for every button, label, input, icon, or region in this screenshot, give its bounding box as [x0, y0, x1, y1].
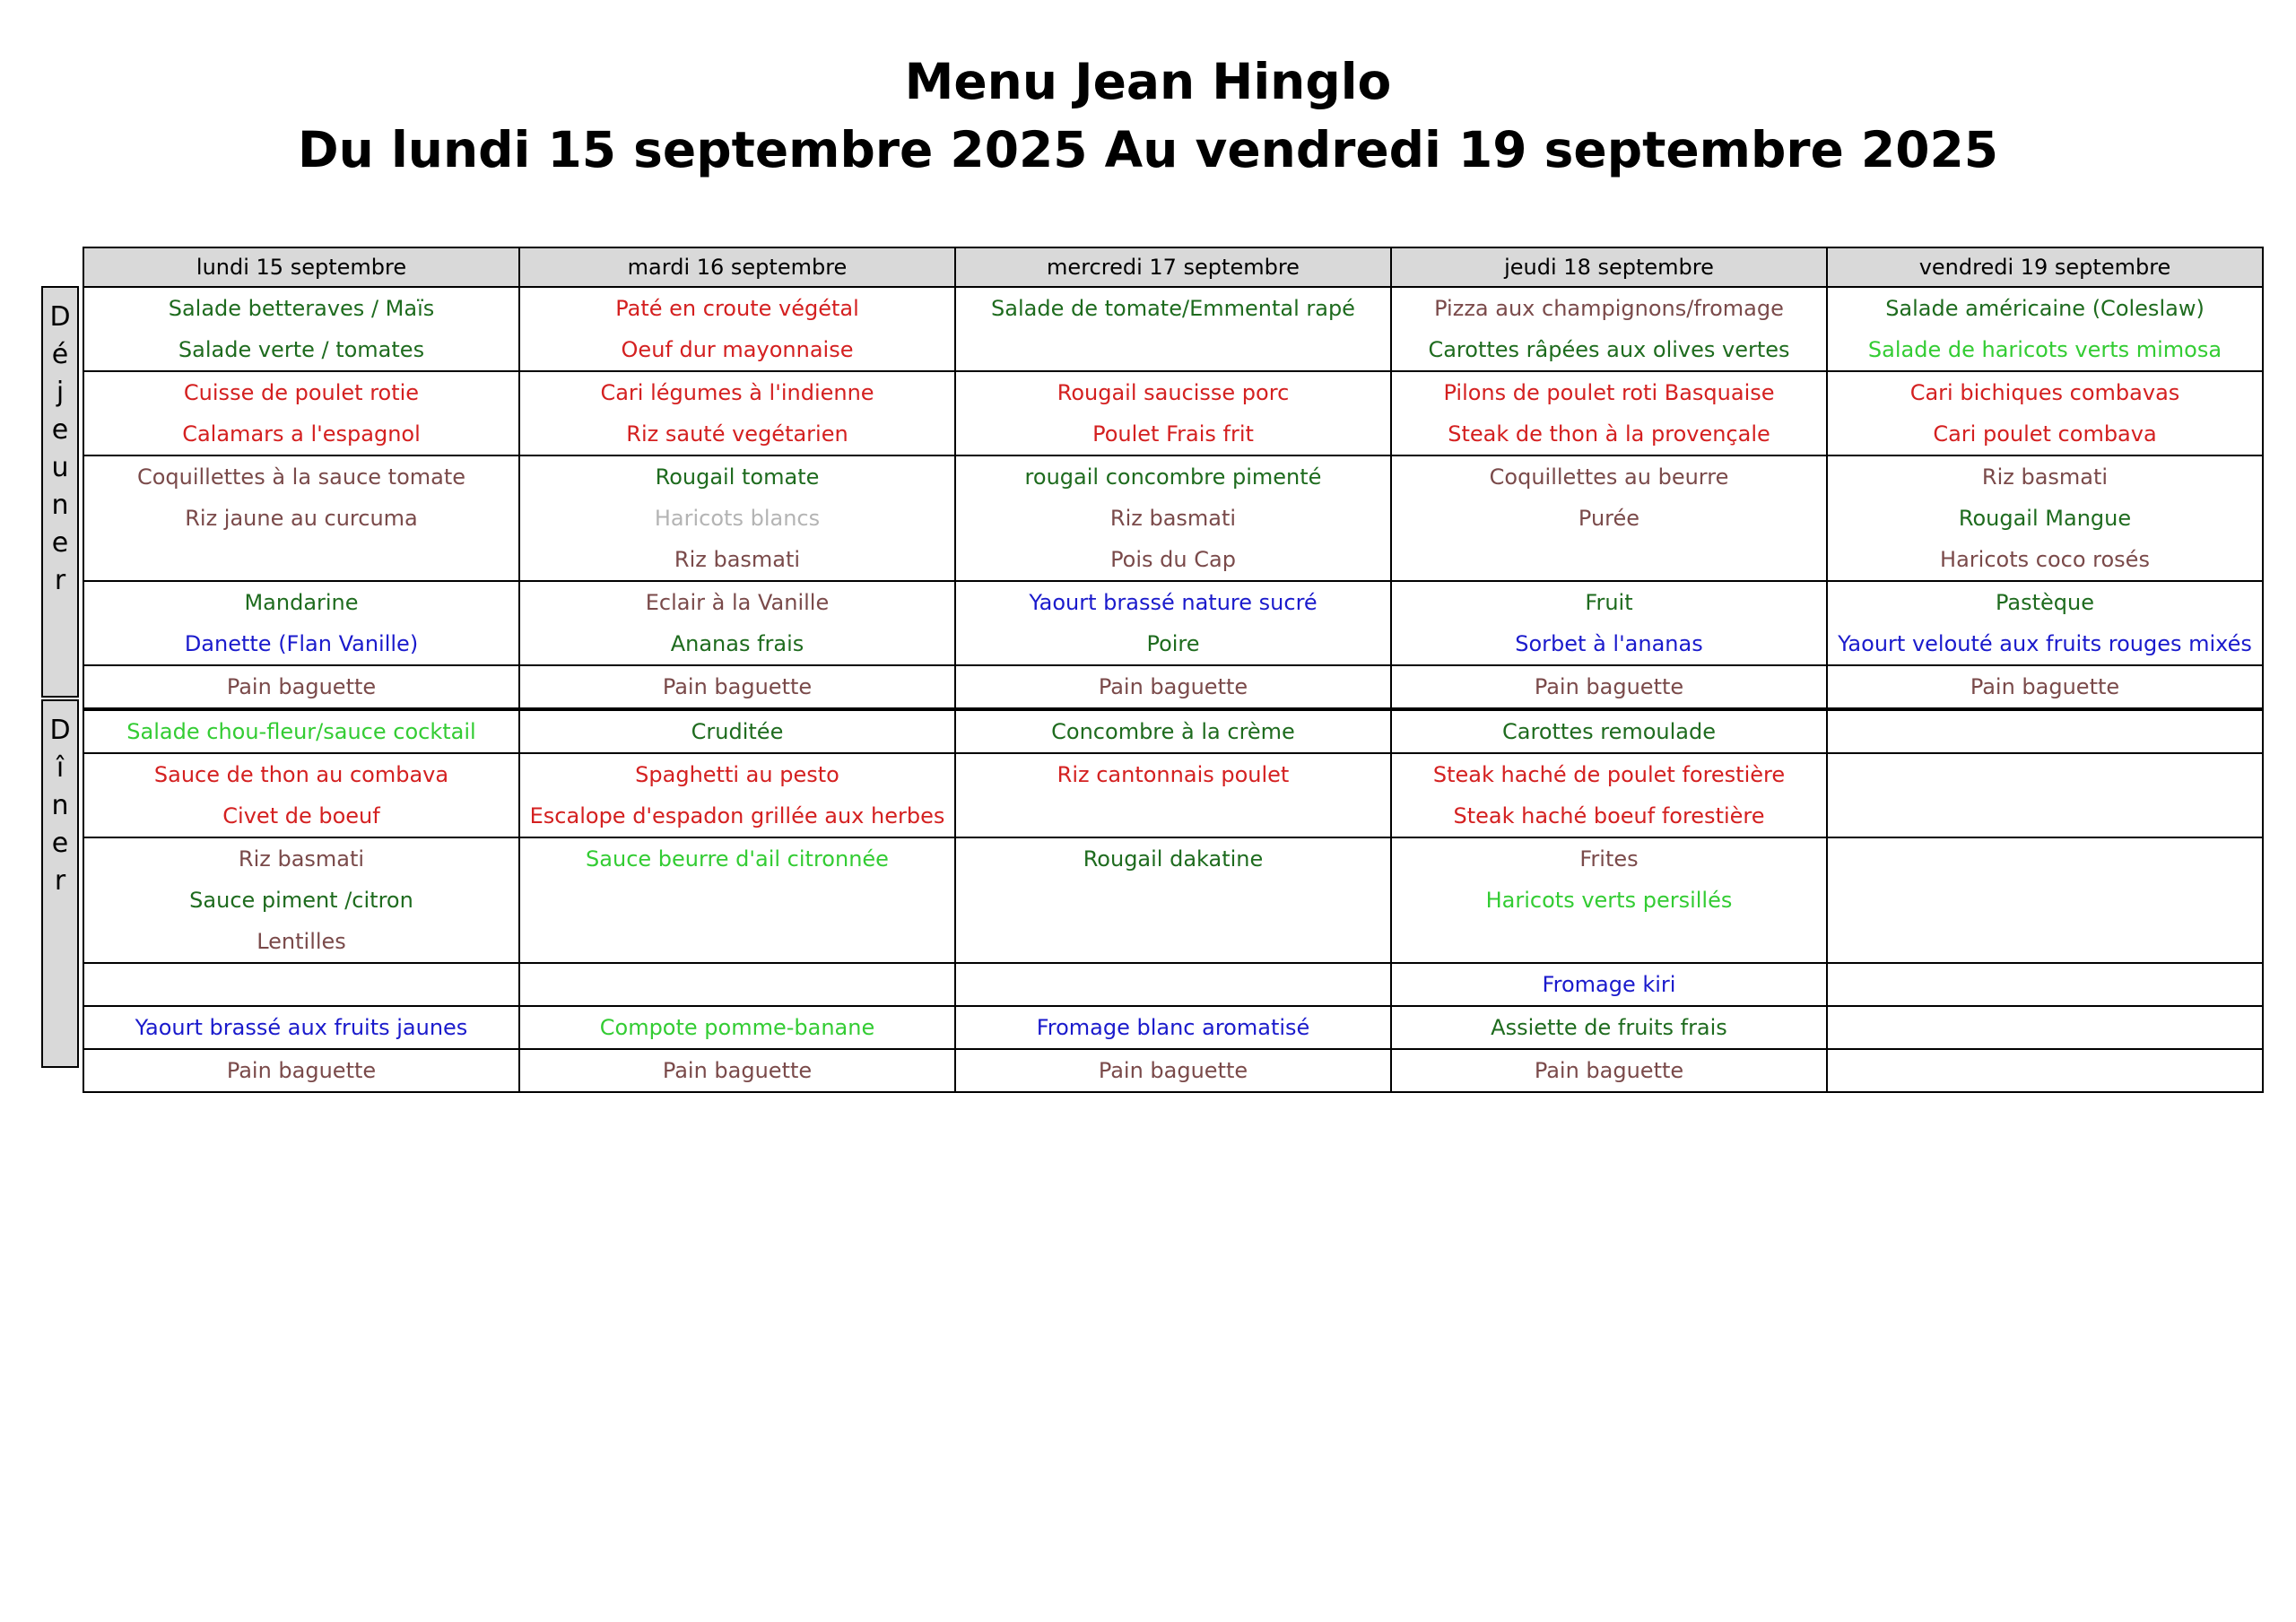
dish-item: Steak haché de poulet forestière — [1432, 762, 1786, 787]
dish-item: Steak de thon à la provençale — [1448, 421, 1770, 447]
dish-item: Yaourt brassé nature sucré — [1029, 590, 1318, 615]
dish-item: Salade chou-fleur/sauce cocktail — [126, 719, 476, 744]
diner-course-row — [83, 753, 2263, 837]
dish-item: Rougail Mangue — [1958, 506, 2132, 531]
menu-cell-monday — [83, 709, 519, 753]
dish-item: Civet de boeuf — [222, 803, 380, 828]
dish-item: Salade betteraves / Maïs — [168, 296, 435, 321]
dish-item: Lentilles — [257, 929, 346, 954]
meal-label-letter: D — [49, 715, 71, 746]
menu-cell-tuesday — [519, 665, 955, 709]
diner-course-row — [83, 1049, 2263, 1092]
dish-item: Sauce piment /citron — [189, 888, 413, 913]
menu-cell-tuesday — [519, 371, 955, 455]
dish-item: Sorbet à l'ananas — [1515, 631, 1703, 656]
meal-label-letter: n — [51, 790, 69, 821]
dejeuner-course-row — [83, 581, 2263, 665]
dish-item: Salade de haricots verts mimosa — [1867, 337, 2222, 362]
menu-cell-wednesday — [955, 837, 1391, 963]
menu-cell-tuesday — [519, 709, 955, 753]
menu-cell-monday — [83, 963, 519, 1006]
meal-label-letter: e — [51, 828, 69, 859]
dish-item — [1828, 1050, 2262, 1091]
menu-cell-wednesday — [955, 1049, 1391, 1092]
menu-cell-friday — [1827, 709, 2263, 753]
menu-date-range: Du lundi 15 septembre 2025 Au vendredi 19 septembre 2025 — [297, 121, 1999, 178]
menu-cell-monday — [83, 665, 519, 709]
menu-cell-wednesday — [955, 581, 1391, 665]
dish-item: Frites — [1579, 846, 1639, 872]
dish-item: Riz sauté vegétarien — [626, 421, 848, 447]
meal-label-letter: r — [54, 865, 66, 897]
dish-item: Purée — [1578, 506, 1640, 531]
menu-cell-thursday — [1391, 581, 1827, 665]
dish-item: Mandarine — [244, 590, 359, 615]
dejeuner-course-row — [83, 665, 2263, 709]
menu-cell-tuesday — [519, 455, 955, 581]
meal-label-letter: é — [51, 339, 69, 370]
menu-cell-monday — [83, 753, 519, 837]
dish-item: Haricots coco rosés — [1940, 547, 2150, 572]
menu-cell-friday — [1827, 837, 2263, 963]
menu-cell-friday — [1827, 455, 2263, 581]
menu-title: Menu Jean Hinglo — [904, 53, 1392, 110]
dish-item: Steak haché boeuf forestière — [1453, 803, 1765, 828]
dejeuner-course-row — [83, 287, 2263, 371]
dish-item: rougail concombre pimenté — [1024, 464, 1322, 490]
dish-item: Coquillettes au beurre — [1489, 464, 1729, 490]
menu-cell-friday — [1827, 665, 2263, 709]
dish-item — [1392, 921, 1826, 962]
dish-item: Poire — [1146, 631, 1200, 656]
meal-label-dejeuner — [41, 286, 79, 698]
menu-cell-thursday — [1391, 837, 1827, 963]
menu-cell-tuesday — [519, 581, 955, 665]
dish-item: Assiette de fruits frais — [1491, 1015, 1727, 1040]
menu-cell-wednesday — [955, 665, 1391, 709]
menu-cell-friday — [1827, 963, 2263, 1006]
dish-item — [520, 880, 954, 921]
dish-item — [1828, 921, 2262, 962]
menu-cell-wednesday — [955, 1006, 1391, 1049]
dish-item: Coquillettes à la sauce tomate — [136, 464, 466, 490]
dish-item: Haricots verts persillés — [1485, 888, 1733, 913]
dish-item — [520, 921, 954, 962]
dejeuner-course-row — [83, 371, 2263, 455]
dish-item: Rougail saucisse porc — [1057, 380, 1290, 405]
dish-item — [84, 539, 518, 580]
dish-item: Riz basmati — [1109, 506, 1237, 531]
dish-item: Riz basmati — [1981, 464, 2109, 490]
menu-cell-tuesday — [519, 837, 955, 963]
menu-cell-friday — [1827, 1006, 2263, 1049]
menu-table — [83, 247, 2264, 1093]
dish-item: Cari légumes à l'indienne — [600, 380, 874, 405]
dish-item: Spaghetti au pesto — [635, 762, 839, 787]
dish-item: Pain baguette — [1534, 674, 1684, 699]
meal-label-letter: n — [51, 490, 69, 521]
dish-item — [1828, 880, 2262, 921]
dish-item: Salade américaine (Coleslaw) — [1885, 296, 2205, 321]
menu-cell-friday — [1827, 753, 2263, 837]
diner-course-row — [83, 1006, 2263, 1049]
menu-cell-monday — [83, 1006, 519, 1049]
menu-cell-thursday — [1391, 963, 1827, 1006]
dish-item: Pain baguette — [662, 1058, 813, 1083]
dish-item: Cari poulet combava — [1933, 421, 2157, 447]
dish-item — [956, 795, 1390, 837]
day-header-wednesday: mercredi 17 septembre — [955, 247, 1391, 287]
dish-item: Pain baguette — [1970, 674, 2120, 699]
meal-label-letter: e — [51, 414, 69, 446]
dish-item — [1828, 711, 2262, 752]
menu-cell-tuesday — [519, 753, 955, 837]
dejeuner-course-row — [83, 455, 2263, 581]
dish-item: Rougail dakatine — [1083, 846, 1264, 872]
day-header-row — [83, 247, 2263, 287]
day-header-monday: lundi 15 septembre — [83, 247, 519, 287]
menu-cell-thursday — [1391, 287, 1827, 371]
menu-cell-friday — [1827, 287, 2263, 371]
dish-item: Concombre à la crème — [1051, 719, 1295, 744]
dish-item: Riz basmati — [674, 547, 801, 572]
meal-label-diner — [41, 699, 79, 1068]
dish-item — [1828, 795, 2262, 837]
menu-cell-friday — [1827, 1049, 2263, 1092]
menu-cell-wednesday — [955, 963, 1391, 1006]
day-header-tuesday: mardi 16 septembre — [519, 247, 955, 287]
dish-item: Pain baguette — [662, 674, 813, 699]
menu-cell-thursday — [1391, 1049, 1827, 1092]
dish-item: Rougail tomate — [655, 464, 820, 490]
day-header-friday: vendredi 19 septembre — [1827, 247, 2263, 287]
diner-course-row — [83, 963, 2263, 1006]
meal-label-letter: î — [56, 752, 65, 784]
dish-item — [956, 880, 1390, 921]
dish-item — [1828, 964, 2262, 1005]
menu-cell-wednesday — [955, 753, 1391, 837]
dish-item: Calamars a l'espagnol — [182, 421, 421, 447]
dish-item: Riz cantonnais poulet — [1057, 762, 1290, 787]
dish-item: Cari bichiques combavas — [1909, 380, 2180, 405]
dish-item: Fromage kiri — [1542, 972, 1676, 997]
meal-label-letter: u — [51, 452, 69, 483]
meal-label-letter: r — [54, 565, 66, 596]
dish-item: Pilons de poulet roti Basquaise — [1443, 380, 1775, 405]
dish-item: Yaourt velouté aux fruits rouges mixés — [1838, 631, 2252, 656]
dish-item: Pain baguette — [1534, 1058, 1684, 1083]
dish-item: Pois du Cap — [1110, 547, 1236, 572]
dish-item: Cruditée — [691, 719, 784, 744]
menu-cell-thursday — [1391, 665, 1827, 709]
menu-cell-monday — [83, 455, 519, 581]
dish-item: Fromage blanc aromatisé — [1036, 1015, 1310, 1040]
menu-cell-wednesday — [955, 371, 1391, 455]
dish-item: Haricots blancs — [654, 506, 821, 531]
menu-cell-monday — [83, 287, 519, 371]
diner-course-row — [83, 837, 2263, 963]
dish-item: Pizza aux champignons/fromage — [1434, 296, 1784, 321]
dish-item: Oeuf dur mayonnaise — [621, 337, 854, 362]
dish-item: Sauce de thon au combava — [153, 762, 449, 787]
dish-item: Ananas frais — [670, 631, 804, 656]
dish-item: Danette (Flan Vanille) — [184, 631, 419, 656]
dish-item: Escalope d'espadon grillée aux herbes — [529, 803, 945, 828]
dish-item: Poulet Frais frit — [1092, 421, 1254, 447]
menu-cell-thursday — [1391, 753, 1827, 837]
menu-cell-monday — [83, 837, 519, 963]
menu-cell-tuesday — [519, 1049, 955, 1092]
diner-course-row — [83, 709, 2263, 753]
menu-cell-friday — [1827, 371, 2263, 455]
meal-label-letter: D — [49, 301, 71, 333]
dish-item — [956, 964, 1390, 1005]
menu-cell-tuesday — [519, 287, 955, 371]
dish-item: Salade verte / tomates — [178, 337, 425, 362]
dish-item — [956, 329, 1390, 370]
dish-item: Eclair à la Vanille — [645, 590, 830, 615]
dish-item: Pain baguette — [226, 1058, 377, 1083]
meal-label-letter: e — [51, 527, 69, 559]
menu-cell-monday — [83, 1049, 519, 1092]
dish-item: Compote pomme-banane — [599, 1015, 875, 1040]
menu-cell-friday — [1827, 581, 2263, 665]
dish-item: Sauce beurre d'ail citronnée — [586, 846, 889, 872]
menu-cell-wednesday — [955, 287, 1391, 371]
dish-item: Pain baguette — [1098, 674, 1248, 699]
menu-cell-tuesday — [519, 1006, 955, 1049]
menu-cell-thursday — [1391, 709, 1827, 753]
dish-item: Yaourt brassé aux fruits jaunes — [135, 1015, 468, 1040]
menu-cell-wednesday — [955, 709, 1391, 753]
menu-cell-thursday — [1391, 371, 1827, 455]
day-header-thursday: jeudi 18 septembre — [1391, 247, 1827, 287]
dish-item — [1392, 539, 1826, 580]
menu-cell-monday — [83, 371, 519, 455]
dish-item — [1828, 838, 2262, 880]
dish-item — [956, 921, 1390, 962]
menu-cell-wednesday — [955, 455, 1391, 581]
menu-cell-thursday — [1391, 1006, 1827, 1049]
dish-item: Pain baguette — [1098, 1058, 1248, 1083]
dish-item: Riz basmati — [238, 846, 365, 872]
dish-item: Cuisse de poulet rotie — [183, 380, 420, 405]
dish-item — [1828, 754, 2262, 795]
dish-item: Fruit — [1585, 590, 1633, 615]
menu-cell-monday — [83, 581, 519, 665]
dish-item: Carottes râpées aux olives vertes — [1428, 337, 1790, 362]
menu-cell-thursday — [1391, 455, 1827, 581]
dish-item: Paté en croute végétal — [615, 296, 859, 321]
dish-item: Carottes remoulade — [1502, 719, 1716, 744]
dish-item — [1828, 1007, 2262, 1048]
dish-item: Riz jaune au curcuma — [185, 506, 418, 531]
meal-label-letter: j — [56, 377, 65, 408]
dish-item: Pastèque — [1996, 590, 2094, 615]
dish-item — [520, 964, 954, 1005]
dish-item: Salade de tomate/Emmental rapé — [991, 296, 1355, 321]
menu-cell-tuesday — [519, 963, 955, 1006]
dish-item: Pain baguette — [226, 674, 377, 699]
dish-item — [84, 964, 518, 1005]
